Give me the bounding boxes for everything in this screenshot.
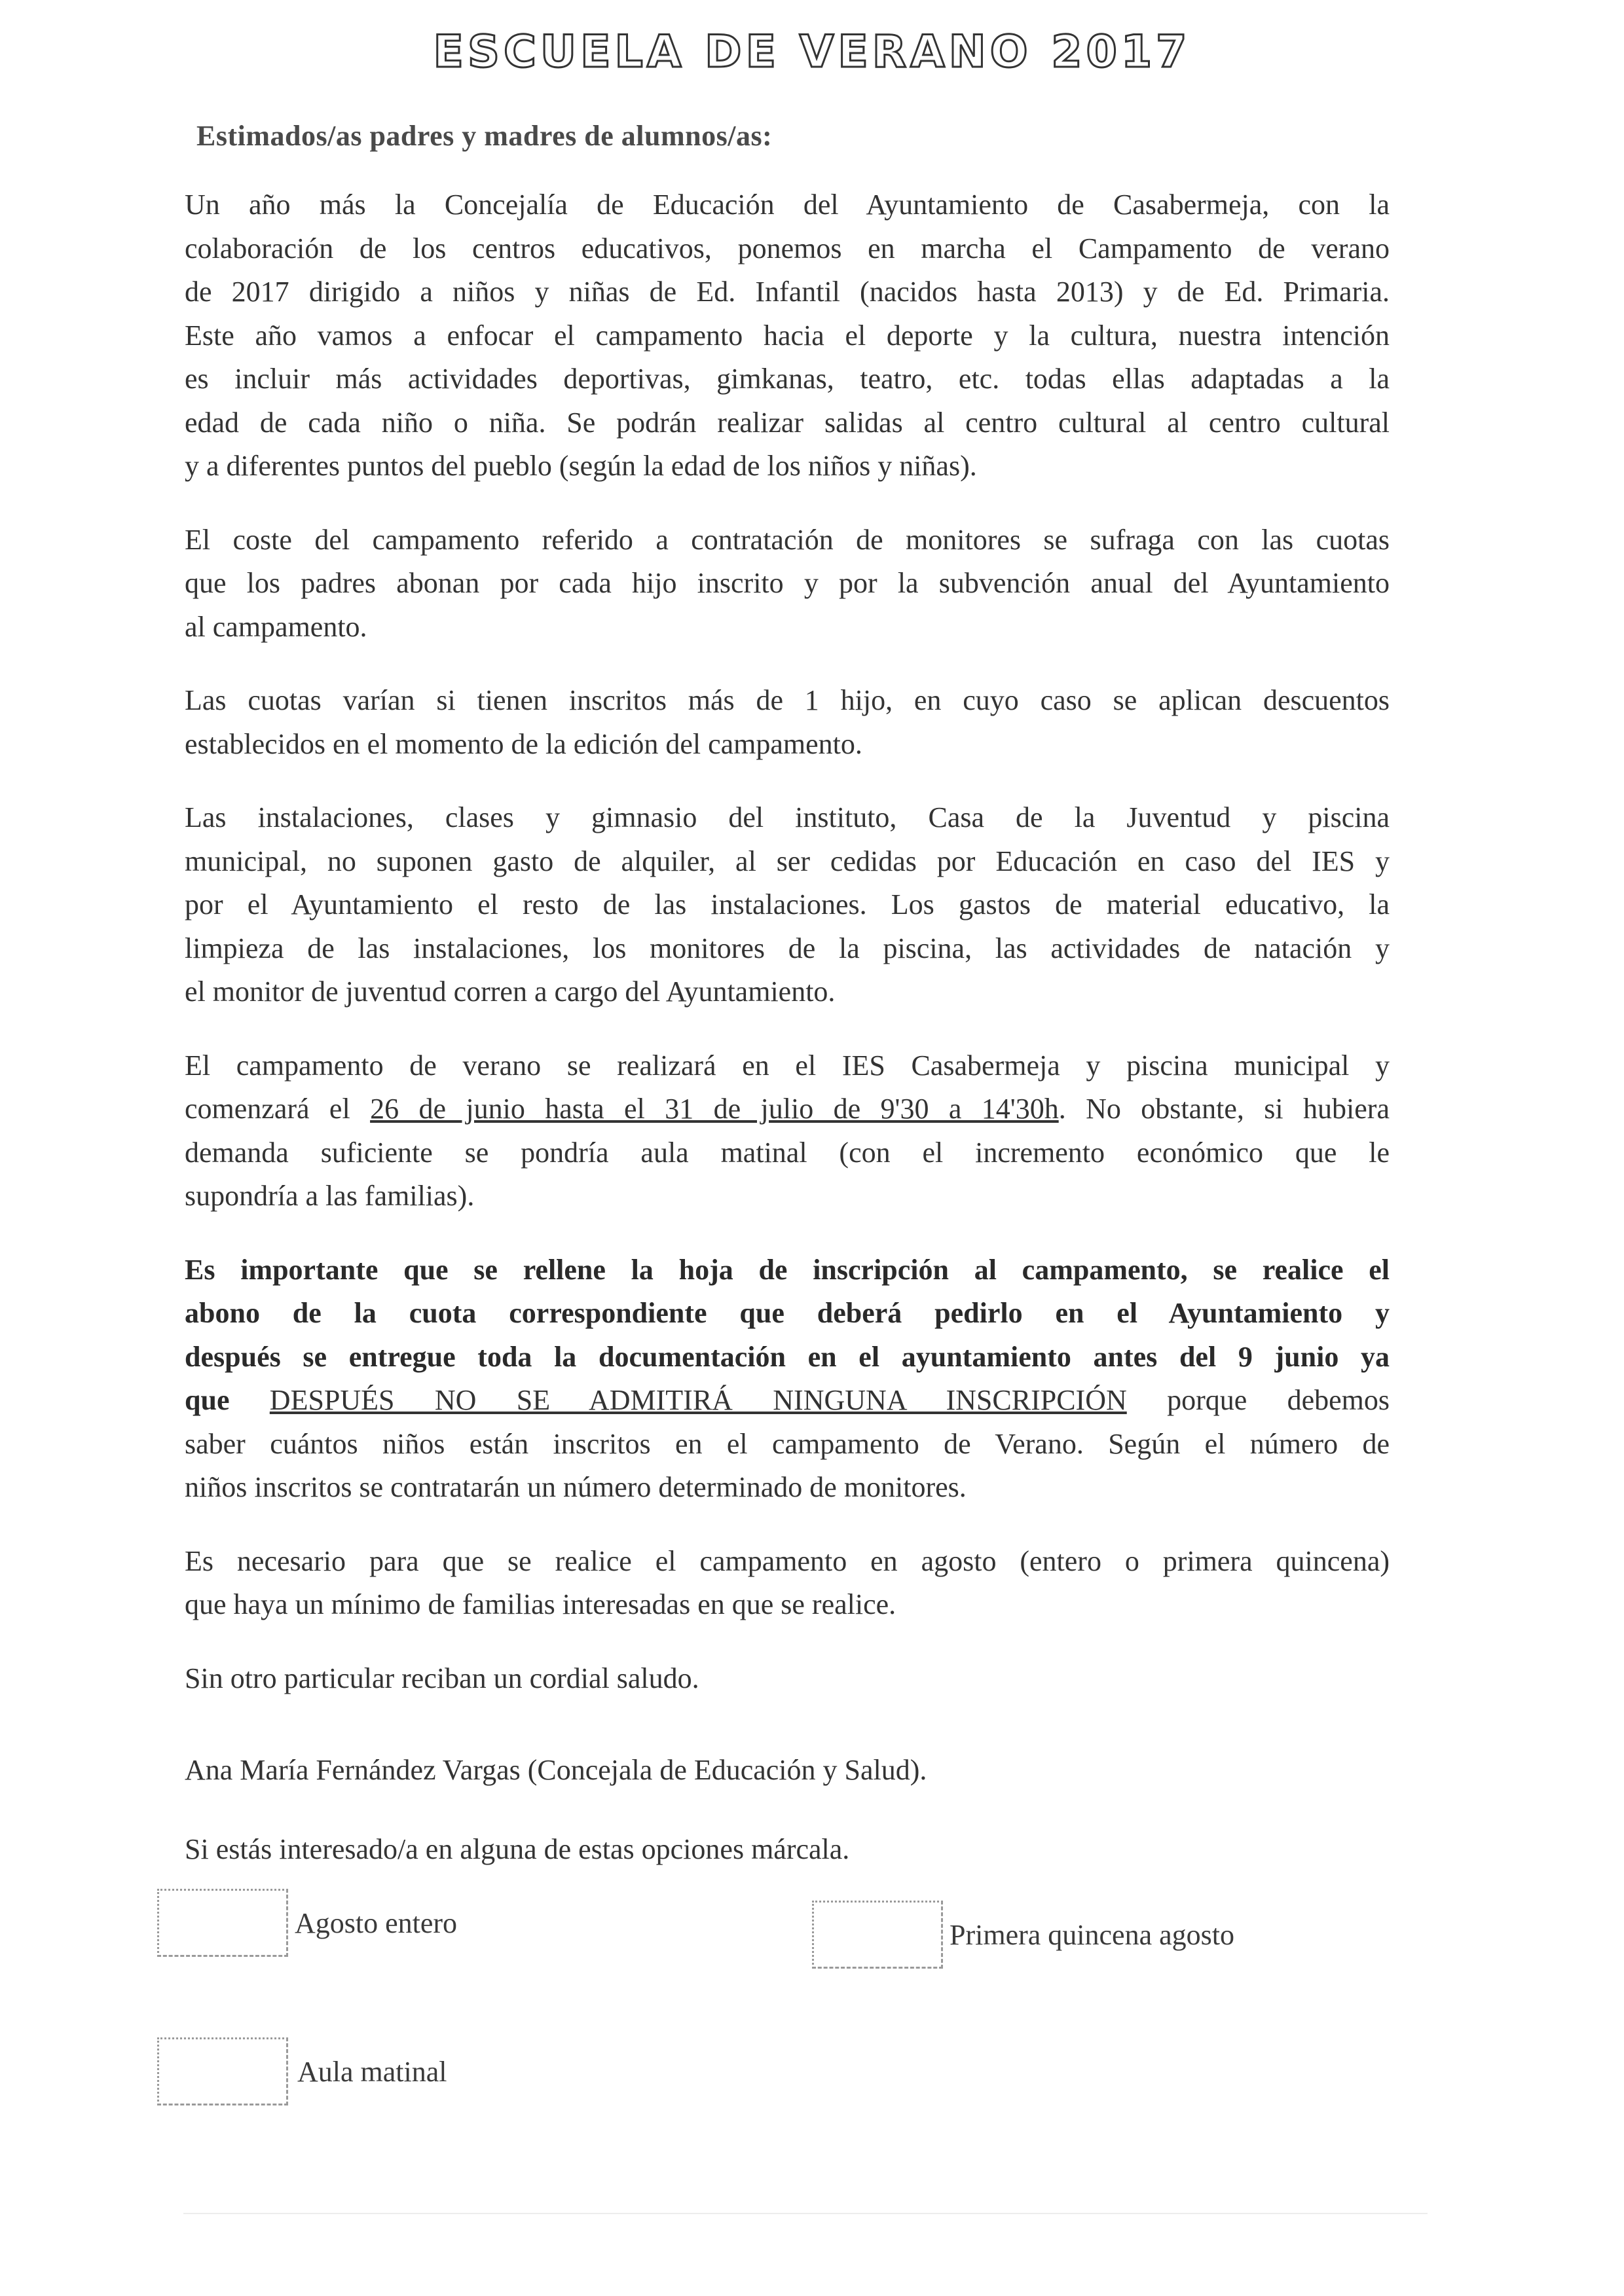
paragraph-fees — [185, 679, 1390, 766]
paragraph-line: el monitor de juventud corren a cargo del Ayuntamiento. — [185, 975, 836, 1008]
paragraph-line: edad de cada niño o niña. Se podrán realizar salidas al centro cultural al centro cultural — [185, 406, 1390, 439]
deadline-warning: DESPUÉS NO SE ADMITIRÁ NINGUNA INSCRIPCIÓN — [269, 1384, 1127, 1416]
paragraph-line: después se entregue toda la documentación en el ayuntamiento antes del 9 junio ya — [185, 1340, 1390, 1373]
footer-divider — [183, 2213, 1428, 2214]
paragraph-line: Es necesario para que se realice el campamento en agosto (entero o primera quincena) — [185, 1544, 1390, 1577]
option-label: Aula matinal — [297, 2055, 447, 2088]
signature — [185, 1749, 1390, 1793]
text-fragment: que — [185, 1384, 270, 1416]
paragraph-line: saber cuántos niños están inscritos en el campamento de Verano. Según el número de — [185, 1427, 1390, 1460]
text-fragment: porque debemos — [1126, 1384, 1390, 1416]
option-label: Agosto entero — [295, 1906, 458, 1939]
paragraph-line: de 2017 dirigido a niños y niñas de Ed. Infantil (nacidos hasta 2013) y de Ed. Primaria. — [185, 276, 1390, 308]
paragraph-august — [185, 1540, 1390, 1627]
paragraph-line — [185, 1087, 1390, 1131]
letter-body — [185, 183, 1390, 1901]
text-fragment: . No obstante, si hubiera — [1058, 1093, 1390, 1125]
closing-text: Sin otro particular reciban un cordial saludo. — [185, 1662, 699, 1694]
schedule-dates: 26 de junio hasta el 31 de julio de 9'30 a 14'30h — [370, 1093, 1059, 1125]
paragraph-line — [185, 1379, 1390, 1423]
paragraph-line: Las instalaciones, clases y gimnasio del instituto, Casa de la Juventud y piscina — [185, 801, 1390, 833]
paragraph-line: establecidos en el momento de la edición del campamento. — [185, 727, 862, 760]
page-title: ESCUELA DE VERANO 2017 — [433, 26, 1191, 78]
checkbox-primera-quincena[interactable] — [812, 1901, 943, 1969]
signature-text: Ana María Fernández Vargas (Concejala de Educación y Salud). — [185, 1754, 927, 1786]
greeting: Estimados/as padres y madres de alumnos/as: — [196, 120, 773, 152]
closing-line — [185, 1657, 1390, 1701]
paragraph-line: abono de la cuota correspondiente que deberá pedirlo en el Ayuntamiento y — [185, 1297, 1390, 1329]
paragraph-line: por el Ayuntamiento el resto de las instalaciones. Los gastos de material educativo, la — [185, 888, 1390, 920]
paragraph-registration — [185, 1248, 1390, 1510]
paragraph-line: El campamento de verano se realizará en el IES Casabermeja y piscina municipal y — [185, 1049, 1390, 1082]
paragraph-line: Es importante que se rellene la hoja de inscripción al campamento, se realice el — [185, 1253, 1390, 1286]
option-label: Primera quincena agosto — [950, 1918, 1234, 1951]
option-agosto-entero[interactable] — [157, 1889, 457, 1957]
paragraph-line: municipal, no suponen gasto de alquiler, al ser cedidas por Educación en caso del IES y — [185, 845, 1390, 877]
paragraph-schedule — [185, 1044, 1390, 1218]
option-primera-quincena[interactable] — [812, 1901, 1234, 1969]
text-fragment: comenzará el — [185, 1093, 371, 1125]
paragraph-intro — [185, 183, 1390, 488]
paragraph-line: supondría a las familias). — [185, 1180, 475, 1212]
options-prompt-text: Si estás interesado/a en alguna de estas opciones márcala. — [185, 1832, 850, 1865]
checkbox-agosto-entero[interactable] — [157, 1889, 288, 1957]
paragraph-line: Las cuotas varían si tienen inscritos más de 1 hijo, en cuyo caso se aplican descuentos — [185, 684, 1390, 716]
paragraph-line: limpieza de las instalaciones, los monitores de la piscina, las actividades de natación y — [185, 932, 1390, 964]
paragraph-line: y a diferentes puntos del pueblo (según la edad de los niños y niñas). — [185, 450, 977, 482]
paragraph-line: El coste del campamento referido a contratación de monitores se sufraga con las cuotas — [185, 523, 1390, 556]
paragraph-cost — [185, 519, 1390, 649]
options-prompt — [185, 1828, 1390, 1872]
paragraph-line: que haya un mínimo de familias interesadas en que se realice. — [185, 1588, 896, 1620]
paragraph-line: colaboración de los centros educativos, ponemos en marcha el Campamento de verano — [185, 232, 1390, 264]
paragraph-line: al campamento. — [185, 610, 367, 643]
paragraph-line: es incluir más actividades deportivas, gimkanas, teatro, etc. todas ellas adaptadas a la — [185, 363, 1390, 395]
paragraph-line: que los padres abonan por cada hijo inscrito y por la subvención anual del Ayuntamiento — [185, 567, 1390, 599]
paragraph-facilities — [185, 796, 1390, 1014]
option-aula-matinal[interactable] — [157, 2037, 447, 2105]
paragraph-line: niños inscritos se contratarán un número determinado de monitores. — [185, 1471, 967, 1503]
checkbox-aula-matinal[interactable] — [157, 2037, 288, 2105]
paragraph-line: Este año vamos a enfocar el campamento hacia el deporte y la cultura, nuestra intención — [185, 319, 1390, 352]
paragraph-line: demanda suficiente se pondría aula matinal (con el incremento económico que le — [185, 1136, 1390, 1169]
paragraph-line: Un año más la Concejalía de Educación del Ayuntamiento de Casabermeja, con la — [185, 189, 1390, 221]
